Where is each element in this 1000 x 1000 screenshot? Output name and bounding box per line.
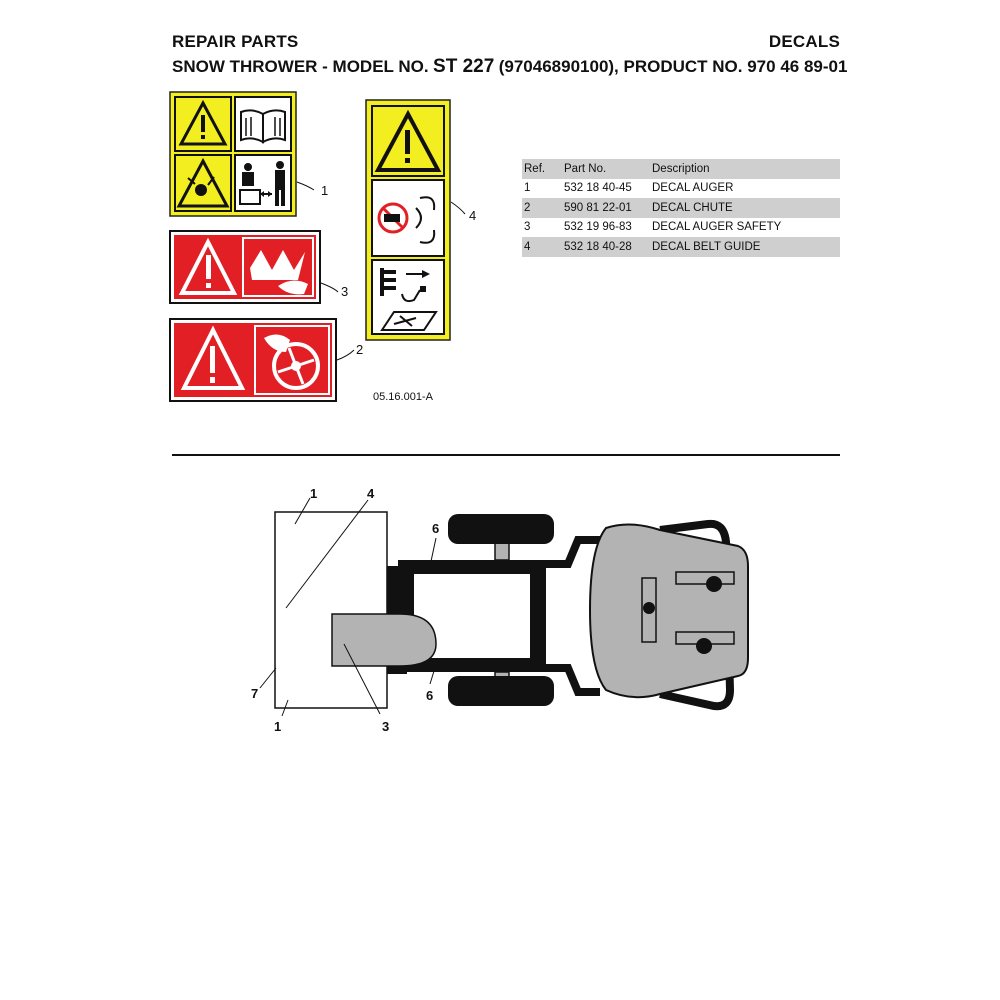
parts-table bbox=[522, 159, 840, 257]
subtitle-model: ST 227 bbox=[433, 56, 495, 77]
table-row bbox=[522, 198, 840, 218]
cell-ref: 4 bbox=[524, 240, 531, 253]
cell-description: DECAL AUGER SAFETY bbox=[652, 221, 782, 234]
subtitle-prefix: SNOW THROWER - MODEL NO. bbox=[172, 57, 429, 76]
callout-frame-bottom: 6 bbox=[426, 688, 434, 703]
cell-part-no: 532 19 96-83 bbox=[564, 221, 632, 234]
table-row bbox=[522, 218, 840, 238]
wheel-top bbox=[448, 514, 554, 544]
engine bbox=[590, 524, 748, 697]
cell-ref: 1 bbox=[524, 182, 531, 195]
callout-auger-decal-bottom: 1 bbox=[274, 719, 282, 734]
callout-decal-3: 3 bbox=[341, 284, 349, 299]
header-ref: Ref. bbox=[524, 162, 546, 175]
wheel-bottom bbox=[448, 676, 554, 706]
section-title: DECALS bbox=[768, 32, 840, 51]
decal-chute-image bbox=[170, 319, 336, 401]
header-description: Description bbox=[652, 162, 710, 175]
cell-ref: 3 bbox=[524, 221, 531, 234]
decal-belt-guide-image bbox=[366, 100, 450, 340]
cell-description: DECAL BELT GUIDE bbox=[652, 240, 761, 253]
decal-auger-safety-image bbox=[170, 231, 320, 303]
table-row bbox=[522, 237, 840, 257]
decals-illustration bbox=[168, 90, 508, 410]
callout-frame-top: 6 bbox=[432, 521, 440, 536]
callout-auger-safety-decal: 3 bbox=[382, 719, 390, 734]
cell-part-no: 532 18 40-45 bbox=[564, 182, 632, 195]
model-subtitle bbox=[172, 56, 847, 78]
cell-description: DECAL AUGER bbox=[652, 182, 734, 195]
callout-housing: 7 bbox=[251, 686, 259, 701]
cell-part-no: 532 18 40-28 bbox=[564, 240, 632, 253]
cell-part-no: 590 81 22-01 bbox=[564, 201, 632, 214]
callout-decal-1: 1 bbox=[321, 183, 329, 198]
cell-ref: 2 bbox=[524, 201, 531, 214]
cell-description: DECAL CHUTE bbox=[652, 201, 733, 214]
decal-auger-image bbox=[170, 92, 296, 216]
page-title: REPAIR PARTS bbox=[172, 32, 299, 51]
figure-code: 05.16.001-A bbox=[373, 391, 433, 403]
manual-book-icon bbox=[241, 110, 285, 142]
table-row bbox=[522, 179, 840, 199]
callout-auger-decal-top: 1 bbox=[310, 486, 318, 501]
table-header-row bbox=[522, 159, 840, 179]
machine-diagram bbox=[240, 480, 760, 740]
callout-decal-4: 4 bbox=[469, 208, 477, 223]
subtitle-suffix: (97046890100), PRODUCT NO. 970 46 89-01 bbox=[498, 57, 848, 76]
callout-belt-guide-decal: 4 bbox=[367, 486, 375, 501]
auger-housing bbox=[275, 512, 387, 708]
section-divider bbox=[172, 454, 840, 456]
discharge-chute bbox=[332, 614, 436, 666]
callout-decal-2: 2 bbox=[356, 342, 364, 357]
header-part-no: Part No. bbox=[564, 162, 607, 175]
